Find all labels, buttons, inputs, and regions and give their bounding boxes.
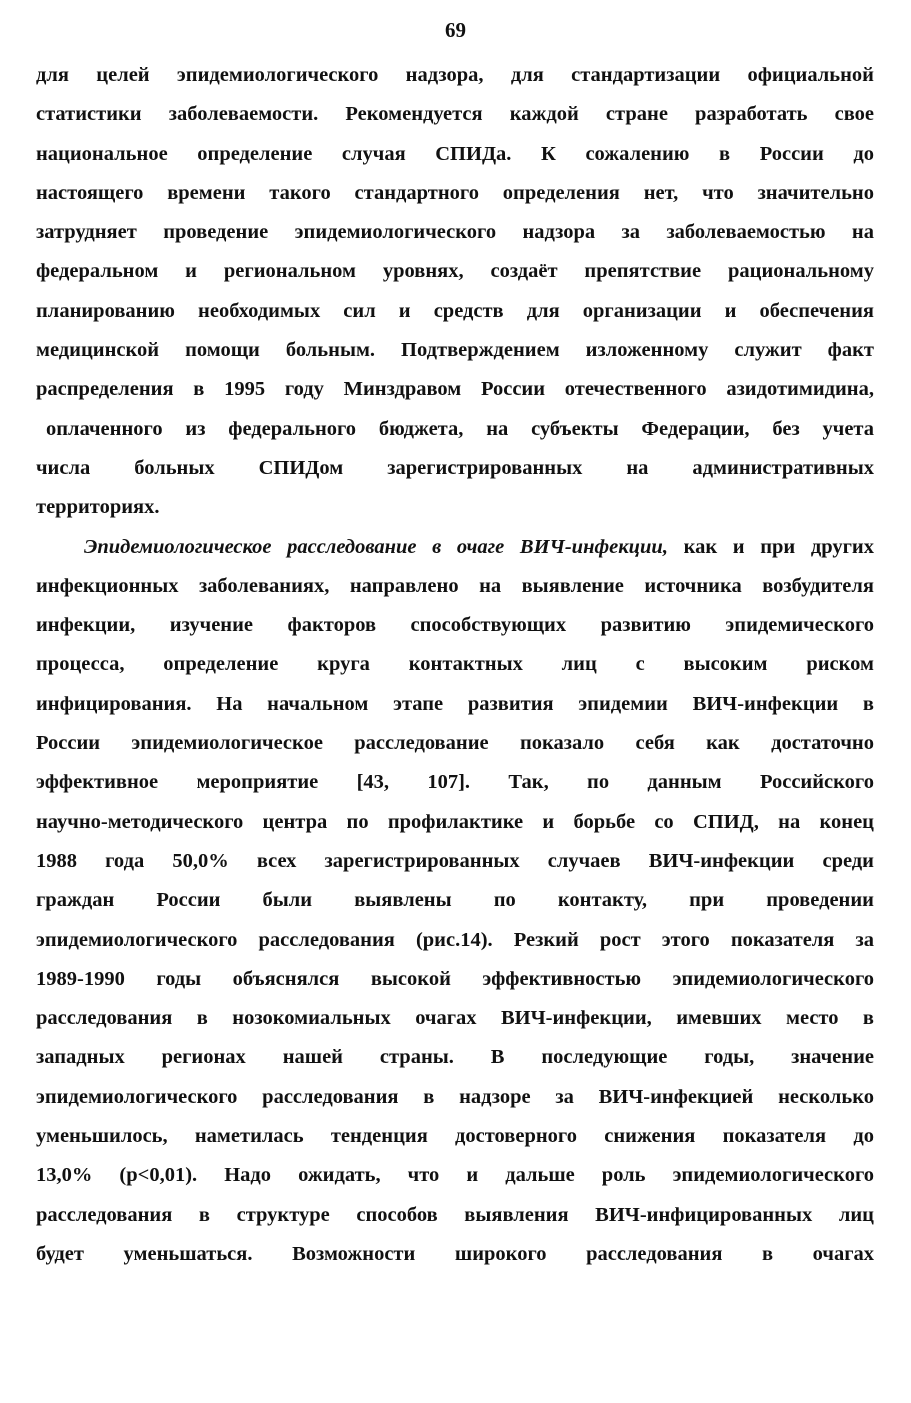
text-line: 1988 года 50,0% всех зарегистрированных случаев ВИЧ-инфекции среди	[36, 849, 874, 872]
text-line: планированию необходимых сил и средств для организации и обеспечения	[36, 299, 874, 322]
text-line: 1989-1990 годы объяснялся высокой эффективностью эпидемиологического	[36, 967, 874, 990]
text-line: национальное определение случая СПИДа. К сожалению в России до	[36, 142, 874, 165]
text-line: будет уменьшаться. Возможности широкого расследования в очагах	[36, 1242, 874, 1265]
text-line: инфицирования. На начальном этапе развития эпидемии ВИЧ-инфекции в	[36, 692, 874, 715]
italic-lead: Эпидемиологическое расследование в очаге ВИЧ-инфекции,	[84, 535, 668, 558]
text-line: федеральном и региональном уровнях, создаёт препятствие рациональному	[36, 260, 874, 283]
text-line: граждан России были выявлены по контакту, при проведении	[36, 889, 874, 912]
text-line: настоящего времени такого стандартного определения нет, что значительно	[36, 181, 874, 204]
text-line: инфекции, изучение факторов способствующих развитию эпидемического	[36, 614, 874, 637]
text-line: 13,0% (p<0,01). Надо ожидать, что и дальше роль эпидемиологического	[36, 1164, 874, 1187]
text-line: статистики заболеваемости. Рекомендуется каждой стране разработать свое	[36, 103, 874, 126]
text-line: расследования в нозокомиальных очагах ВИЧ-инфекции, имевших место в	[36, 1007, 874, 1030]
text-line: территориях.	[36, 496, 160, 519]
text-line: затрудняет проведение эпидемиологического надзора за заболеваемостью на	[36, 221, 874, 244]
text-line: западных регионах нашей страны. В последующие годы, значение	[36, 1046, 874, 1069]
text-line: инфекционных заболеваниях, направлено на выявление источника возбудителя	[36, 574, 874, 597]
text-line: медицинской помощи больным. Подтверждением изложенному служит факт	[36, 339, 874, 362]
text-line: эффективное мероприятие [43, 107]. Так, по данным Российского	[36, 771, 874, 794]
text-line: оплаченного из федерального бюджета, на субъекты Федерации, без учета	[46, 417, 874, 440]
page-number: 69	[445, 18, 466, 42]
text-line: уменьшилось, наметилась тенденция достоверного снижения показателя до	[36, 1125, 874, 1148]
text-line: эпидемиологического расследования в надзоре за ВИЧ-инфекцией несколько	[36, 1085, 874, 1108]
paragraph-first-line	[36, 528, 874, 567]
first-line-rest: как и при других	[667, 535, 874, 558]
text-line: расследования в структуре способов выявления ВИЧ-инфицированных лиц	[36, 1203, 874, 1226]
text-line: России эпидемиологическое расследование показало себя как достаточно	[36, 732, 874, 755]
text-line: для целей эпидемиологического надзора, для стандартизации официальной	[36, 64, 874, 86]
text-line: научно-методического центра по профилактике и борьбе со СПИД, на конец	[36, 810, 874, 833]
text-line: эпидемиологического расследования (рис.14). Резкий рост этого показателя за	[36, 928, 874, 951]
text-line: процесса, определение круга контактных лиц с высоким риском	[36, 653, 874, 676]
document-body	[36, 56, 874, 1274]
text-line: распределения в 1995 году Минздравом России отечественного азидотимидина,	[36, 378, 874, 401]
text-line: числа больных СПИДом зарегистрированных на административных	[36, 456, 874, 479]
